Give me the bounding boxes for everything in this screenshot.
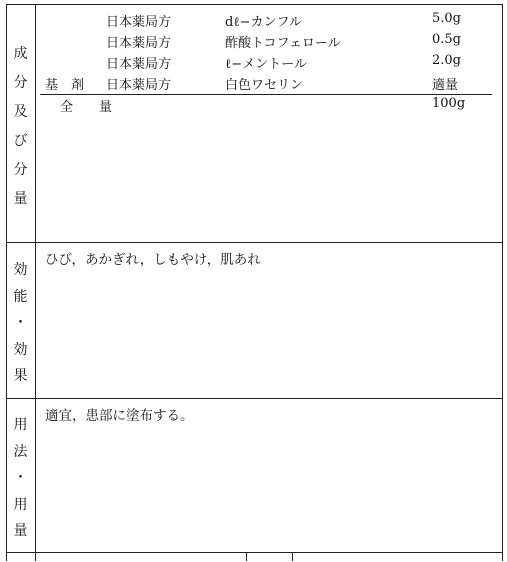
ingredient-name: 白色ワセリン	[225, 78, 304, 93]
ingredient-name: ℓ−メントール	[225, 57, 307, 72]
section-divider	[6, 242, 503, 243]
ingredient-name: 酢酸トコフェロール	[225, 36, 341, 51]
efficacy-text: ひび，あかぎれ，しもやけ，肌あれ	[45, 252, 261, 268]
bottom-cell-divider	[246, 552, 247, 561]
ingredient-amount: 0.5g	[432, 32, 461, 47]
ingredients-section-label: 成 分 及 び 分 量	[13, 46, 28, 207]
table-top-border	[6, 4, 503, 5]
ingredient-amount: 2.0g	[432, 53, 461, 68]
total-rule	[40, 94, 492, 95]
total-amount: 100g	[432, 96, 466, 111]
usage-text: 適宜，患部に塗布する。	[45, 408, 194, 424]
bottom-cell-divider	[292, 552, 293, 561]
pharmacopoeia-standard: 日本薬局方	[106, 57, 172, 72]
ingredient-amount: 適量	[432, 78, 459, 93]
efficacy-section-label: 効 能 ・ 効 果	[13, 262, 28, 384]
total-label: 全 量	[60, 100, 113, 115]
ingredient-name: dℓ−カンフル	[225, 15, 302, 30]
usage-section-label: 用 法 ・ 用 量	[13, 417, 28, 539]
ingredient-amount: 5.0g	[432, 11, 461, 26]
pharmacopoeia-standard: 日本薬局方	[106, 78, 172, 93]
pharmacopoeia-standard: 日本薬局方	[106, 15, 172, 30]
section-divider	[6, 398, 503, 399]
pharmacopoeia-standard: 日本薬局方	[106, 36, 172, 51]
label-column-divider	[35, 4, 36, 561]
section-divider	[6, 552, 503, 553]
ingredient-category: 基 剤	[45, 78, 85, 93]
